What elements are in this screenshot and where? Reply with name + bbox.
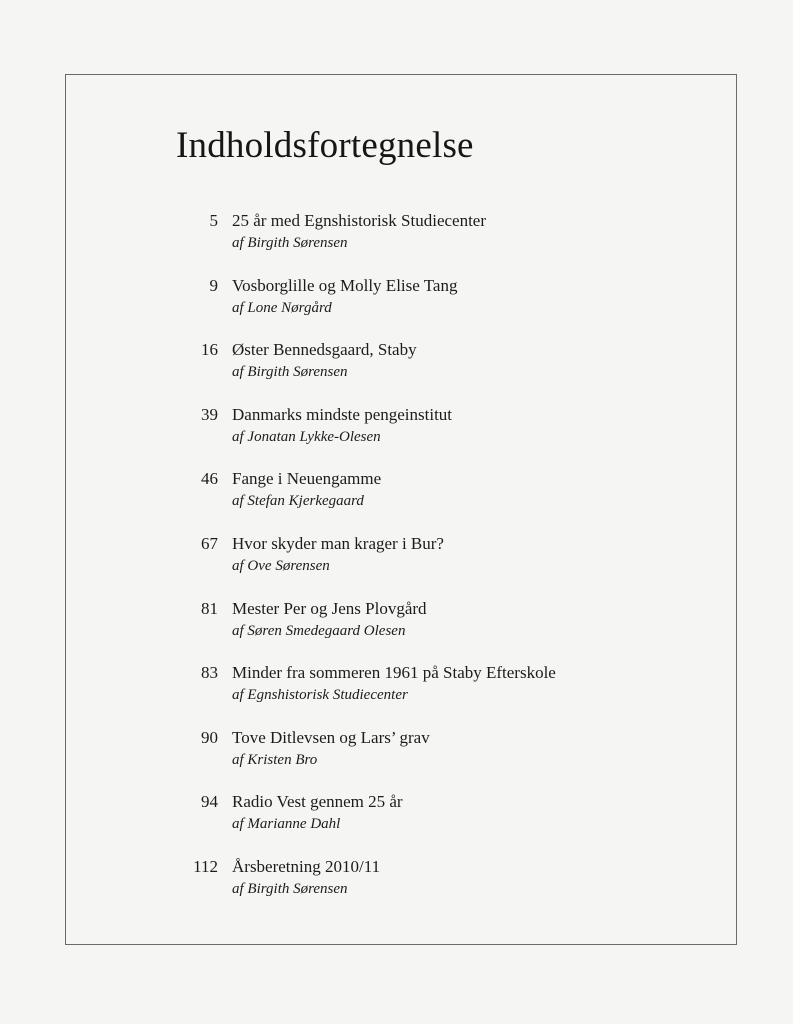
toc-page-number: 16 — [201, 340, 218, 360]
toc-entry-author: af Marianne Dahl — [232, 816, 341, 833]
toc-page-number: 67 — [201, 533, 218, 553]
toc-entry-title: Øster Bennedsgaard, Staby — [232, 340, 417, 360]
toc-entry — [170, 208, 690, 273]
toc-entry — [170, 596, 690, 661]
page-title: Indholdsfortegnelse — [176, 125, 474, 166]
toc-entry-author: af Søren Smedegaard Olesen — [232, 622, 406, 639]
toc-entry — [170, 531, 690, 596]
table-of-contents — [170, 208, 690, 919]
toc-entry — [170, 854, 690, 919]
toc-entry-author: af Birgith Sørensen — [232, 880, 348, 897]
toc-entry-title: Minder fra sommeren 1961 på Staby Efterskole — [232, 663, 556, 683]
toc-entry — [170, 789, 690, 854]
toc-entry — [170, 660, 690, 725]
toc-entry — [170, 402, 690, 467]
toc-page-number: 83 — [201, 663, 218, 683]
toc-entry-author: af Egnshistorisk Studiecenter — [232, 687, 408, 704]
toc-entry-title: 25 år med Egnshistorisk Studiecenter — [232, 211, 487, 230]
toc-entry-author: af Birgith Sørensen — [232, 364, 348, 381]
toc-entry — [170, 273, 690, 338]
toc-entry — [170, 725, 690, 790]
toc-entry — [170, 337, 690, 402]
toc-page-number: 112 — [193, 856, 218, 876]
toc-entry-title: Fange i Neuengamme — [232, 469, 382, 489]
toc-entry-title: Mester Per og Jens Plovgård — [232, 598, 427, 618]
toc-entry-author: af Ove Sørensen — [232, 557, 330, 574]
toc-page-number: 81 — [201, 598, 218, 618]
toc-entry-author: af Birgith Sørensen — [232, 235, 348, 251]
toc-page-number: 90 — [201, 727, 218, 747]
toc-entry-title: Hvor skyder man krager i Bur? — [232, 533, 444, 553]
toc-page-number: 46 — [201, 469, 218, 489]
toc-entry-title: Danmarks mindste pengeinstitut — [232, 404, 453, 424]
toc-entry-author: af Stefan Kjerkegaard — [232, 493, 364, 510]
toc-entry — [170, 466, 690, 531]
toc-entry-title: Tove Ditlevsen og Lars’ grav — [232, 727, 430, 747]
toc-entry-title: Radio Vest gennem 25 år — [232, 792, 403, 812]
toc-entry-title: Vosborglille og Molly Elise Tang — [232, 275, 458, 295]
toc-page-number: 9 — [209, 275, 218, 295]
toc-entry-author: af Lone Nørgård — [232, 299, 332, 316]
toc-entry-author: af Jonatan Lykke-Olesen — [232, 428, 381, 445]
toc-entry-author: af Kristen Bro — [232, 751, 318, 768]
toc-page-number: 39 — [201, 404, 218, 424]
toc-entry-title: Årsberetning 2010/11 — [232, 856, 381, 876]
toc-page-number: 5 — [209, 211, 218, 230]
toc-page-number: 94 — [201, 792, 218, 812]
